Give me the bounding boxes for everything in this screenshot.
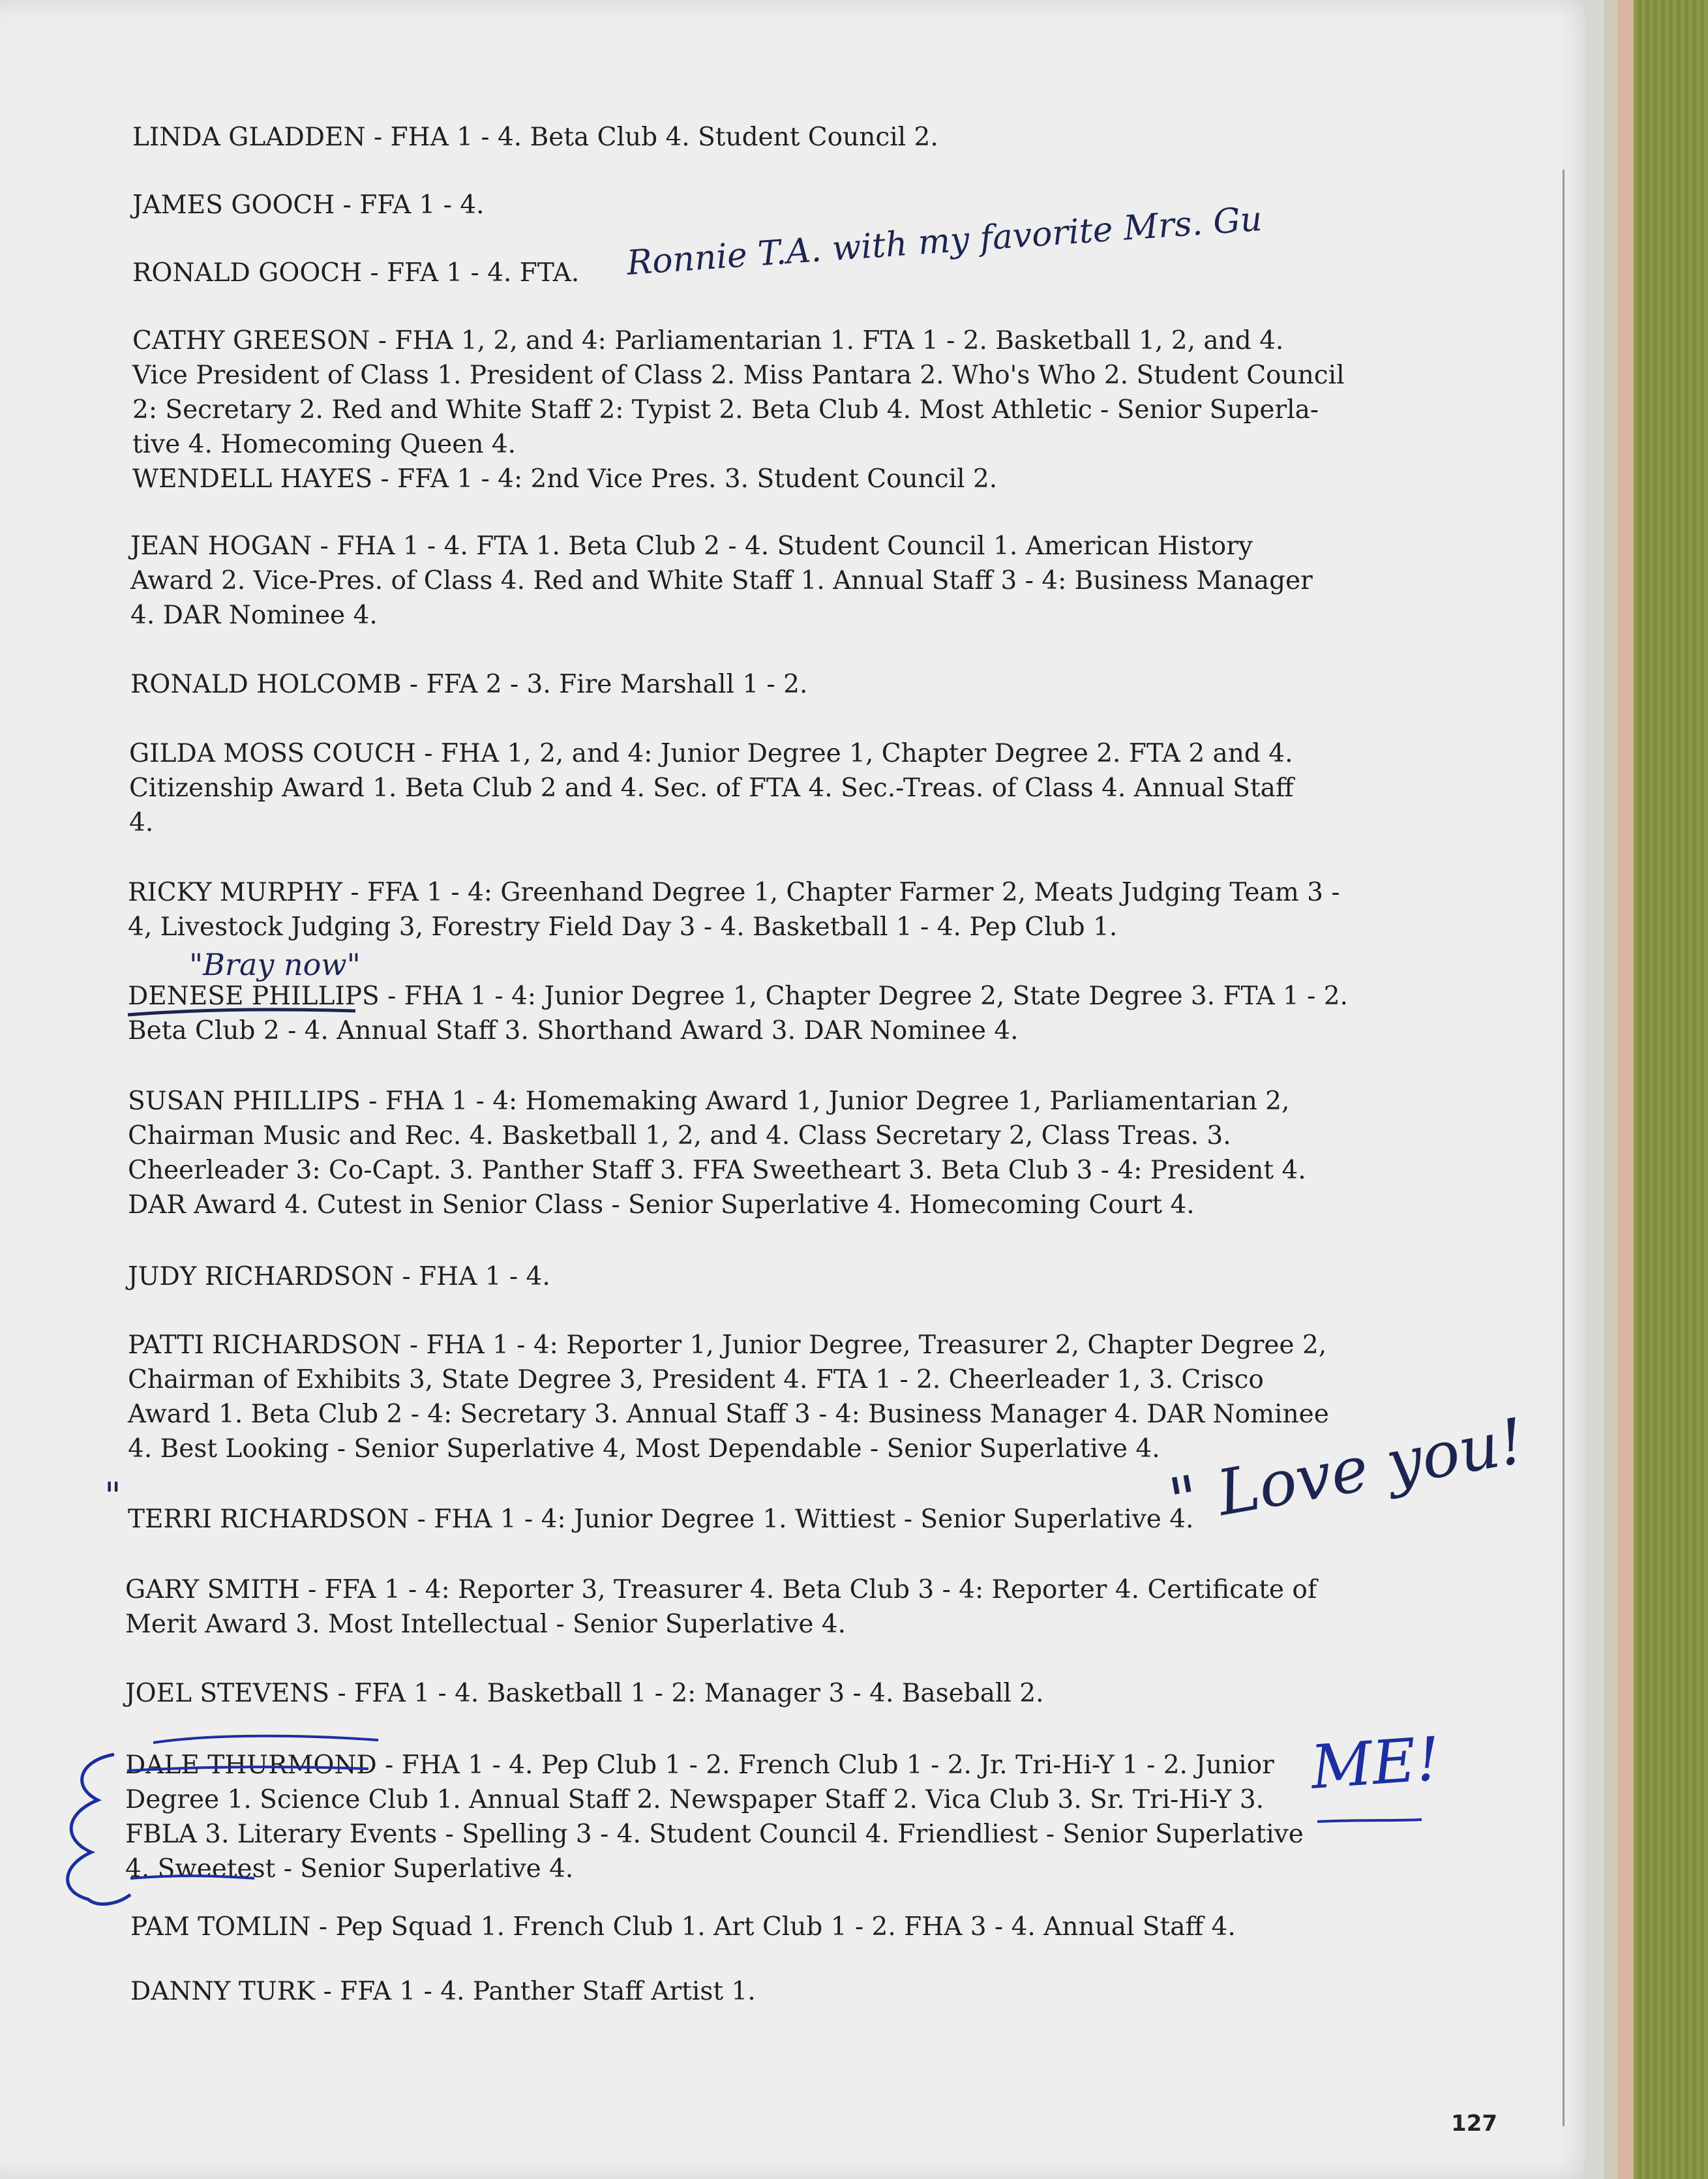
page-number: 127 bbox=[1451, 2111, 1497, 2137]
entry-susan-phillips: SUSAN PHILLIPS - FHA 1 - 4: Homemaking Award 1, Junior Degree 1, Parliamentarian 2, Chairman Music and Rec. 4. Basketball 1, 2, and 4. Class Secretary 2, Class Treas. 3. Cheerleader 3: Co-Capt. 3. Panther Staff 3. FFA Sweetheart 3. Beta Club 3 - 4: President 4. DAR Award 4. Cutest in Senior Class - Senior Superlative 4. Homecoming Court 4. bbox=[128, 1087, 1306, 1220]
entry-cathy-greeson: CATHY GREESON - FHA 1, 2, and 4: Parliamentarian 1. FTA 1 - 2. Basketball 1, 2, and 4. Vice President of Class 1. President of Class 2. Miss Pantara 2. Who's Who 2. Student Council 2: Secretary 2. Red and White Staff 2: Typist 2. Beta Club 4. Most Athletic - Senior Superla- tive 4. Homecoming Queen 4. WENDELL HAYES - FFA 1 - 4: 2nd Vice Pres. 3. Student Council 2. bbox=[132, 326, 1345, 494]
entry-ronald-gooch: RONALD GOOCH - FFA 1 - 4. FTA. bbox=[132, 258, 580, 288]
entry-gary-smith: GARY SMITH - FFA 1 - 4: Reporter 3, Treasurer 4. Beta Club 3 - 4: Reporter 4. Certificate of Merit Award 3. Most Intellectual - Senior Superlative 4. bbox=[125, 1575, 1317, 1639]
denese-underline bbox=[128, 1010, 355, 1015]
entry-danny-turk: DANNY TURK - FFA 1 - 4. Panther Staff Artist 1. bbox=[130, 1977, 756, 2006]
handwritten-bray-now: "Bray now" bbox=[189, 947, 361, 982]
entry-denese-phillips: DENESE PHILLIPS - FHA 1 - 4: Junior Degree 1, Chapter Degree 2, State Degree 3. FTA 1 - 2. Beta Club 2 - 4. Annual Staff 3. Shorthand Award 3. DAR Nominee 4. bbox=[128, 982, 1348, 1045]
entry-ronald-holcomb: RONALD HOLCOMB - FFA 2 - 3. Fire Marshall 1 - 2. bbox=[130, 670, 808, 699]
dale-overline bbox=[153, 1736, 378, 1743]
entry-dale-thurmond: DALE THURMOND - FHA 1 - 4. Pep Club 1 - 2. French Club 1 - 2. Jr. Tri-Hi-Y 1 - 2. Junior Degree 1. Science Club 1. Annual Staff 2. Newspaper Staff 2. Vica Club 3. Sr. Tri-Hi-Y 3. FBLA 3. Literary Events - Spelling 3 - 4. Student Council 4. Friendliest - Senior Superlative 4. Sweetest - Senior Superlative 4. bbox=[125, 1751, 1304, 1884]
entry-jean-hogan: JEAN HOGAN - FHA 1 - 4. FTA 1. Beta Club 2 - 4. Student Council 1. American History Award 2. Vice-Pres. of Class 4. Red and White Staff 1. Annual Staff 3 - 4: Business Manager 4. DAR Nominee 4. bbox=[130, 532, 1313, 630]
handwritten-open-quote: " bbox=[104, 1475, 121, 1518]
entry-linda-gladden: LINDA GLADDEN - FHA 1 - 4. Beta Club 4. Student Council 2. bbox=[132, 123, 938, 152]
entry-patti-richardson: PATTI RICHARDSON - FHA 1 - 4: Reporter 1, Junior Degree, Treasurer 2, Chapter Degree 2, Chairman of Exhibits 3, State Degree 3, President 4. FTA 1 - 2. Cheerleader 1, 3. Crisco Award 1. Beta Club 2 - 4: Secretary 3. Annual Staff 3 - 4: Business Manager 4. DAR Nominee 4. Best Looking - Senior Superlative 4, Most Dependable - Senior Superlative 4. bbox=[128, 1330, 1329, 1464]
sweetest-underline bbox=[130, 1876, 254, 1878]
entry-james-gooch: JAMES GOOCH - FFA 1 - 4. bbox=[132, 190, 485, 220]
handwritten-me: ME! bbox=[1308, 1724, 1443, 1803]
entry-ricky-murphy: RICKY MURPHY - FFA 1 - 4: Greenhand Degree 1, Chapter Farmer 2, Meats Judging Team 3 - 4, Livestock Judging 3, Forestry Field Day 3 - 4. Basketball 1 - 4. Pep Club 1. bbox=[128, 878, 1340, 942]
handwritten-love-you: " Love you! bbox=[1163, 1404, 1530, 1539]
entry-pam-tomlin: PAM TOMLIN - Pep Squad 1. French Club 1. Art Club 1 - 2. FHA 3 - 4. Annual Staff 4. bbox=[130, 1912, 1236, 1942]
dale-bracket bbox=[68, 1754, 130, 1904]
entry-judy-richardson: JUDY RICHARDSON - FHA 1 - 4. bbox=[128, 1262, 550, 1291]
entry-joel-stevens: JOEL STEVENS - FFA 1 - 4. Basketball 1 - 2: Manager 3 - 4. Baseball 2. bbox=[125, 1679, 1044, 1708]
me-underline bbox=[1317, 1820, 1422, 1822]
dale-underline bbox=[127, 1767, 368, 1771]
entry-gilda-moss-couch: GILDA MOSS COUCH - FHA 1, 2, and 4: Junior Degree 1, Chapter Degree 2. FTA 2 and 4. Citizenship Award 1. Beta Club 2 and 4. Sec. of FTA 4. Sec.-Treas. of Class 4. Annual Staff 4. bbox=[129, 739, 1294, 837]
handwritten-ronnie-note: Ronnie T.A. with my favorite Mrs. Gu bbox=[625, 200, 1264, 283]
entry-terri-richardson: TERRI RICHARDSON - FHA 1 - 4: Junior Degree 1. Wittiest - Senior Superlative 4. bbox=[128, 1505, 1194, 1534]
